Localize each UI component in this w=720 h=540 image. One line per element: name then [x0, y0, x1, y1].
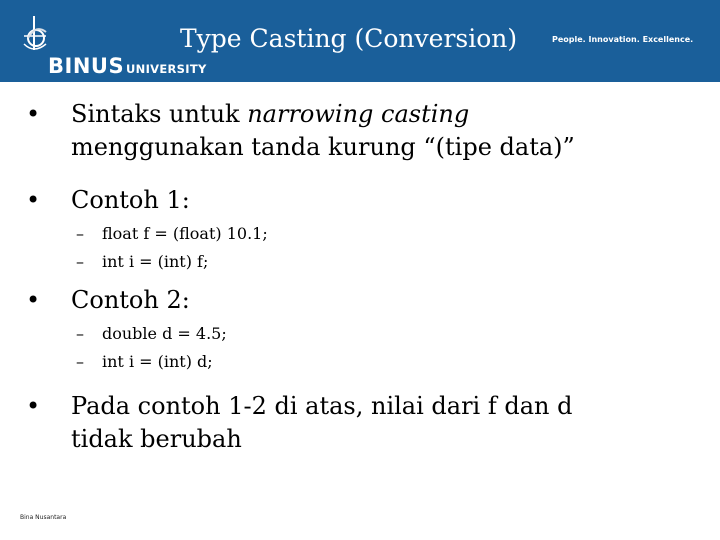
code-int-cast-d: int i = (int) d; — [102, 352, 213, 371]
dash-marker: – — [76, 252, 84, 271]
dash-marker: – — [76, 352, 84, 371]
bullet-marker: • — [26, 186, 41, 214]
bullet-example-2-label: Contoh 2: — [71, 286, 190, 314]
bullet-conclusion-line2: tidak berubah — [71, 425, 242, 453]
slide-title: Type Casting (Conversion) — [180, 24, 518, 53]
bullet-marker: • — [26, 286, 41, 314]
bullet-syntax-line2: menggunakan tanda kurung “(tipe data)” — [71, 133, 575, 161]
italic-term: narrowing casting — [247, 100, 470, 128]
logo-university-text: UNIVERSITY — [126, 62, 207, 76]
dash-marker: – — [76, 324, 84, 343]
bullet-marker: • — [26, 392, 41, 420]
header-bar — [0, 0, 720, 82]
tagline: People. Innovation. Excellence. — [552, 35, 694, 44]
bullet-example-1-label: Contoh 1: — [71, 186, 190, 214]
bullet-conclusion-line1: Pada contoh 1-2 di atas, nilai dari f dan d — [71, 392, 573, 420]
bullet-marker: • — [26, 100, 41, 128]
footer-text: Bina Nusantara — [20, 514, 67, 521]
bullet-syntax-line1: Sintaks untuk narrowing casting — [71, 100, 470, 128]
code-double-decl: double d = 4.5; — [102, 324, 227, 343]
code-float-cast: float f = (float) 10.1; — [102, 224, 268, 243]
code-int-cast-f: int i = (int) f; — [102, 252, 209, 271]
logo-binus-text: BINUS — [48, 54, 125, 78]
dash-marker: – — [76, 224, 84, 243]
